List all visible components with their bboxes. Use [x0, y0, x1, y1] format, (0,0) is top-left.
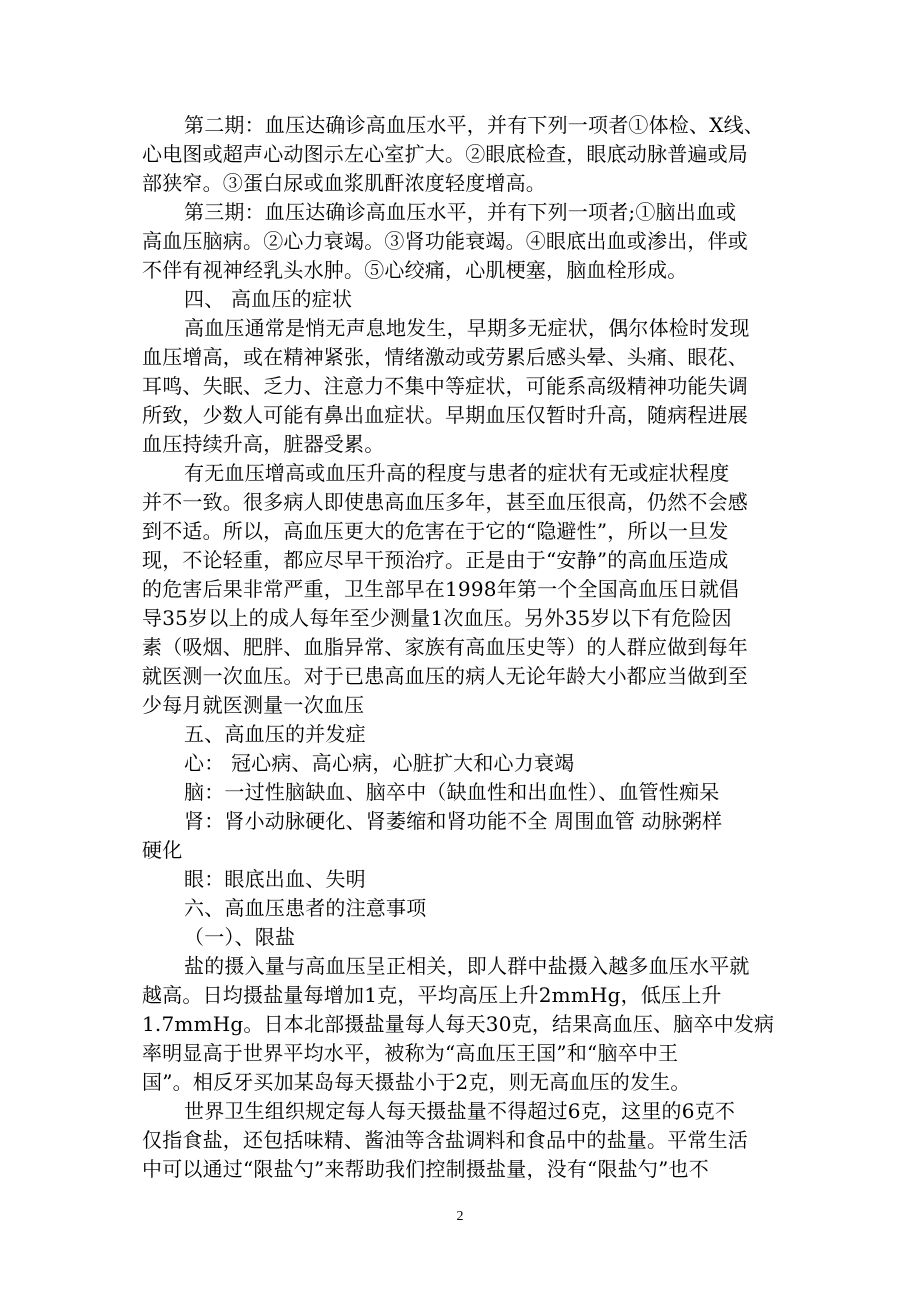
text-line: 仅指食盐，还包括味精、酱油等含盐调料和食品中的盐量。平常生活 [142, 1128, 748, 1152]
text-line: 现，不论轻重，都应尽早干预治疗。正是由于“安静”的高血压造成 [142, 548, 729, 572]
text-line: 高血压脑病。②心力衰竭。③肾功能衰竭。④眼底出血或渗出，伴或 [142, 229, 748, 253]
text-line: 肾：肾小动脉硬化、肾萎缩和肾功能不全 周围血管 动脉粥样 [184, 809, 723, 833]
text-line: 脑：一过性脑缺血、脑卒中（缺血性和出血性）、血管性痴呆 [184, 780, 720, 804]
text-line: 六、高血压患者的注意事项 [184, 896, 427, 920]
text-line: 不伴有视神经乳头水肿。⑤心绞痛，心肌梗塞，脑血栓形成。 [142, 258, 688, 282]
text-line: 世界卫生组织规定每人每天摄盐量不得超过6克，这里的6克不 [184, 1099, 736, 1123]
text-line: 耳鸣、失眠、乏力、注意力不集中等症状，可能系高级精神功能失调 [142, 374, 748, 398]
text-line: 国”。相反牙买加某岛每天摄盐小于2克，则无高血压的发生。 [142, 1070, 691, 1094]
text-line: 眼：眼底出血、失明 [184, 867, 366, 891]
text-line: 的危害后果非常严重，卫生部早在1998年第一个全国高血压日就倡 [142, 577, 740, 601]
text-line: 中可以通过“限盐勺”来帮助我们控制摄盐量，没有“限盐勺”也不 [142, 1157, 709, 1181]
text-line: （一）、限盐 [184, 925, 296, 949]
text-line: 素（吸烟、肥胖、血脂异常、家族有高血压史等）的人群应做到每年 [142, 635, 748, 659]
text-line: 所致，少数人可能有鼻出血症状。早期血压仅暂时升高，随病程进展 [142, 403, 748, 427]
text-line: 1.7mmHg。日本北部摄盐量每人每天30克，结果高血压、脑卒中发病 [142, 1012, 775, 1036]
text-line: 第二期：血压达确诊高血压水平，并有下列一项者①体检、X线、 [184, 113, 765, 137]
text-line: 导35岁以上的成人每年至少测量1次血压。另外35岁以下有危险因 [142, 606, 732, 630]
text-line: 部狭窄。③蛋白尿或血浆肌酐浓度轻度增高。 [142, 171, 546, 195]
text-line: 就医测一次血压。对于已患高血压的病人无论年龄大小都应当做到至 [142, 664, 748, 688]
document-body [142, 111, 780, 1184]
text-line: 有无血压增高或血压升高的程度与患者的症状有无或症状程度 [184, 461, 730, 485]
text-line: 第三期：血压达确诊高血压水平，并有下列一项者;①脑出血或 [184, 200, 737, 224]
text-line: 心电图或超声心动图示左心室扩大。②眼底检查，眼底动脉普遍或局 [142, 142, 748, 166]
text-line: 并不一致。很多病人即使患高血压多年，甚至血压很高，仍然不会感 [142, 490, 748, 514]
text-line: 血压增高，或在精神紧张，情绪激动或劳累后感头晕、头痛、眼花、 [142, 345, 748, 369]
text-line: 五、高血压的并发症 [184, 722, 366, 746]
text-line: 硬化 [142, 838, 183, 862]
text-line: 率明显高于世界平均水平，被称为“高血压王国”和“脑卒中王 [142, 1041, 679, 1065]
text-line: 盐的摄入量与高血压呈正相关，即人群中盐摄入越多血压水平就 [184, 954, 750, 978]
text-line: 血压持续升高，脏器受累。 [142, 432, 385, 456]
text-line: 心： 冠心病、高心病，心脏扩大和心力衰竭 [184, 751, 575, 775]
text-line: 高血压通常是悄无声息地发生，早期多无症状，偶尔体检时发现 [184, 316, 750, 340]
text-line: 越高。日均摄盐量每增加1克，平均高压上升2mmHg，低压上升 [142, 983, 722, 1007]
text-line: 到不适。所以，高血压更大的危害在于它的“隐避性”，所以一旦发 [142, 519, 729, 543]
page-number: 2 [456, 1209, 464, 1224]
text-line: 少每月就医测量一次血压 [142, 693, 365, 717]
text-line: 四、 高血压的症状 [184, 287, 353, 311]
